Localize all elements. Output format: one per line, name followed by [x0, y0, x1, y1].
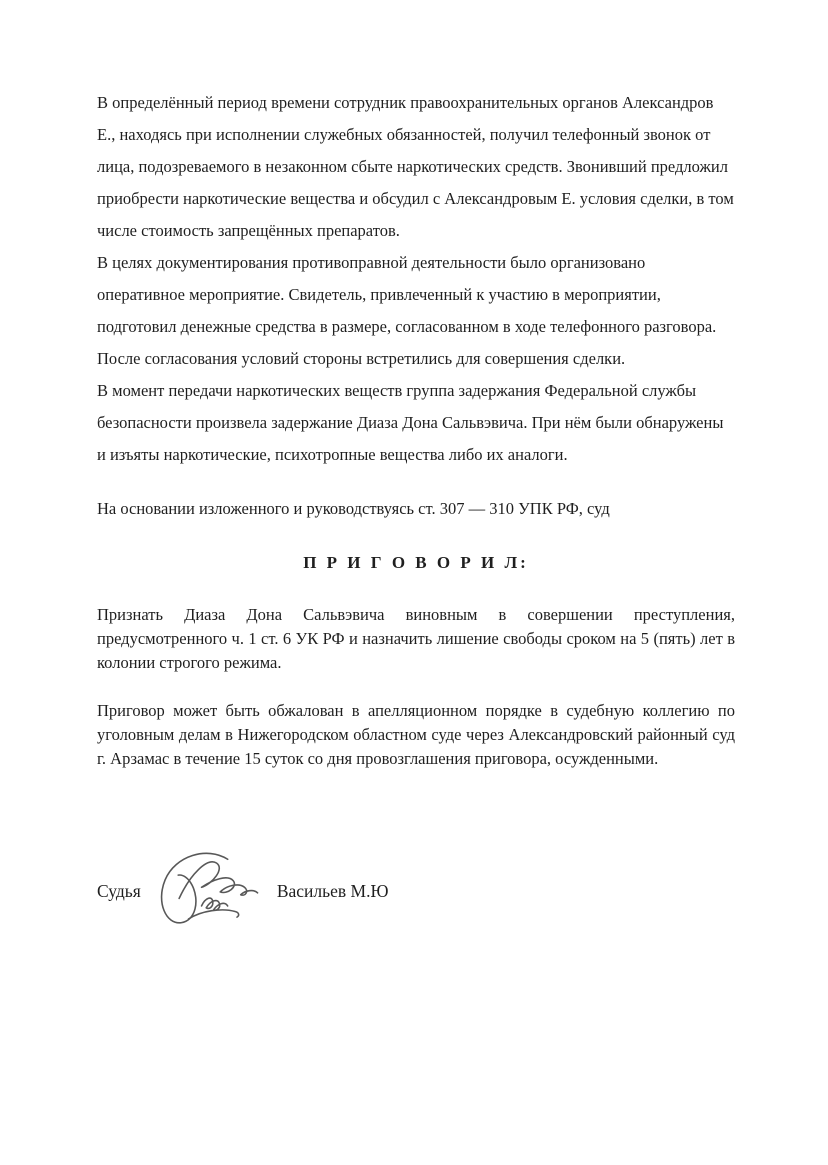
verdict-heading: П Р И Г О В О Р И Л: [303, 553, 529, 572]
body-paragraph: В определённый период времени сотрудник правоохранительных органов Александров Е., находясь при исполнении служебных обязанностей, получил телефонный звонок от лица, подозреваемого в незаконном сбыте наркотических средств. Звонивший предложил приобрести наркотические вещества и обсудил с Александровым Е. условия сделки, в том числе стоимость запрещённых препаратов. [97, 93, 734, 240]
verdict-paragraph: Признать Диаза Дона Сальвэвича виновным в совершении преступления, предусмотренного ч. 1 ст. 6 УК РФ и назначить лишение свободы сроком на 5 (пять) лет в колонии строгого режима. [97, 605, 735, 672]
legal-basis-line: На основании изложенного и руководствуясь ст. 307 — 310 УПК РФ, суд [97, 499, 610, 518]
verdict-paragraph: Приговор может быть обжалован в апелляционном порядке в судебную коллегию по уголовным делам в Нижегородском областном суде через Александровский районный суд г. Арзамас в течение 15 суток со дня провозглашения приговора, осужденными. [97, 701, 735, 768]
body-paragraph: В целях документирования противоправной деятельности было организовано оперативное мероприятие. Свидетель, привлеченный к участию в мероприятии, подготовил денежные средства в размере, согласованном в ходе телефонного разговора. После согласования условий стороны встретились для совершения сделки. [97, 253, 717, 368]
body-paragraph: В момент передачи наркотических веществ группа задержания Федеральной службы безопасности произвела задержание Диаза Дона Сальвэвича. При нём были обнаружены и изъяты наркотические, психотропные вещества либо их аналоги. [97, 381, 724, 464]
signature-block [97, 843, 735, 939]
judge-role-label: Судья [97, 880, 141, 901]
handwritten-signature-icon [153, 843, 265, 939]
judge-name: Васильев М.Ю [276, 880, 389, 901]
